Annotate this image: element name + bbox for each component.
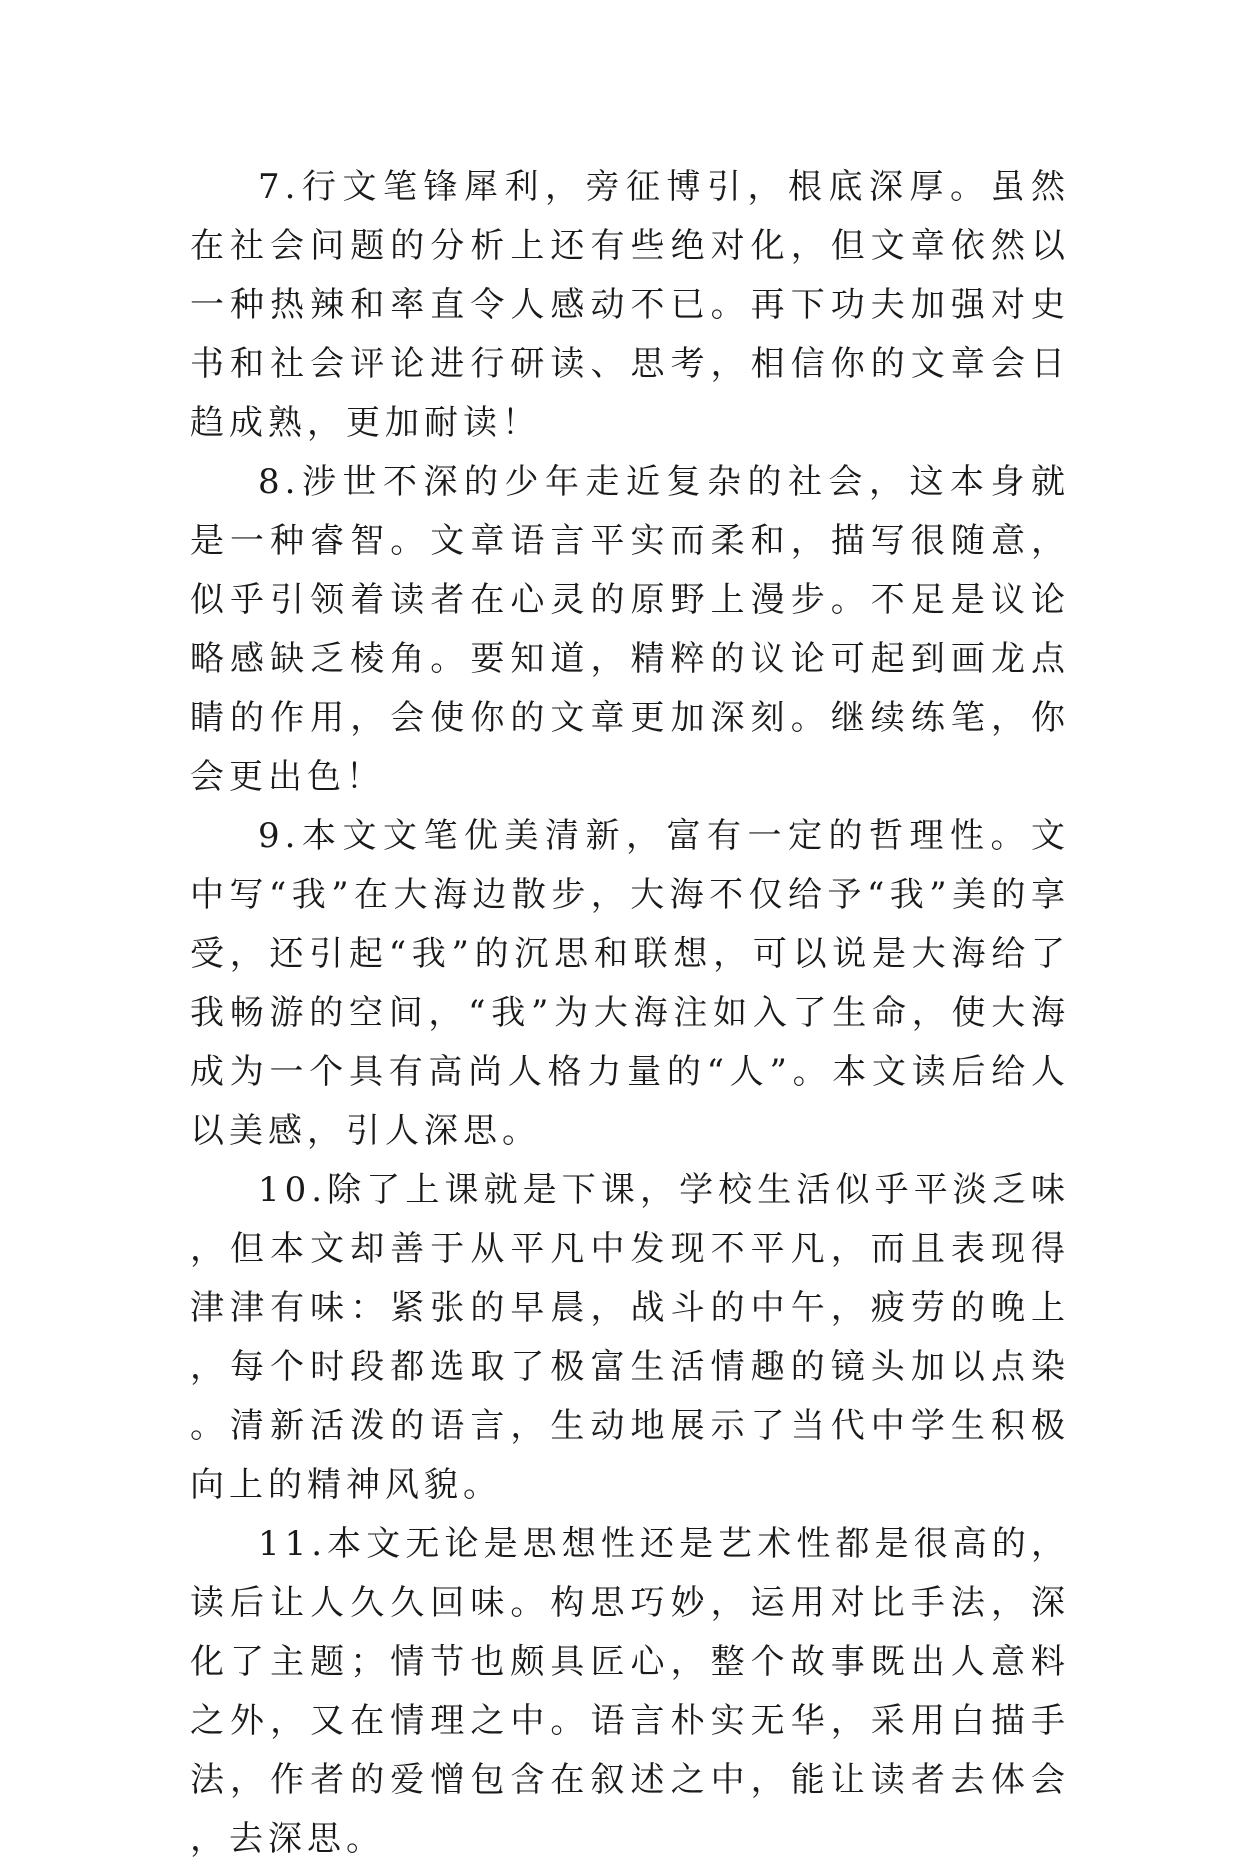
comment-paragraph-8: 8.涉世不深的少年走近复杂的社会，这本身就是一种睿智。文章语言平实而柔和，描写很随意，似乎引领着读者在心灵的原野上漫步。不足是议论略感缺乏棱角。要知道，精粹的议论可起到画龙点睛的作用，会使你的文章更加深刻。继续练笔，你会更出色！ xyxy=(190,462,1070,797)
comment-paragraph-10: 10.除了上课就是下课，学校生活似乎平淡乏味，但本文却善于从平凡中发现不平凡，而且表现得津津有味：紧张的早晨，战斗的中午，疲劳的晚上，每个时段都选取了极富生活情趣的镜头加以点染。清新活泼的语言，生动地展示了当代中学生积极向上的精神风貌。 xyxy=(190,1170,1070,1505)
document-body xyxy=(190,158,1070,1869)
comment-paragraph-11: 11.本文无论是思想性还是艺术性都是很高的，读后让人久久回味。构思巧妙，运用对比手法，深化了主题；情节也颇具匠心，整个故事既出人意料之外，又在情理之中。语言朴实无华，采用白描手法，作者的爱憎包含在叙述之中，能让读者去体会，去深思。 xyxy=(190,1524,1070,1859)
comment-paragraph-7: 7.行文笔锋犀利，旁征博引，根底深厚。虽然在社会问题的分析上还有些绝对化，但文章依然以一种热辣和率直令人感动不已。再下功夫加强对史书和社会评论进行研读、思考，相信你的文章会日趋成熟，更加耐读！ xyxy=(190,167,1070,443)
comment-paragraph-9: 9.本文文笔优美清新，富有一定的哲理性。文中写“我”在大海边散步，大海不仅给予“我”美的享受，还引起“我”的沉思和联想，可以说是大海给了我畅游的空间，“我”为大海注如入了生命，使大海成为一个具有高尚人格力量的“人”。本文读后给人以美感，引人深思。 xyxy=(190,816,1070,1151)
